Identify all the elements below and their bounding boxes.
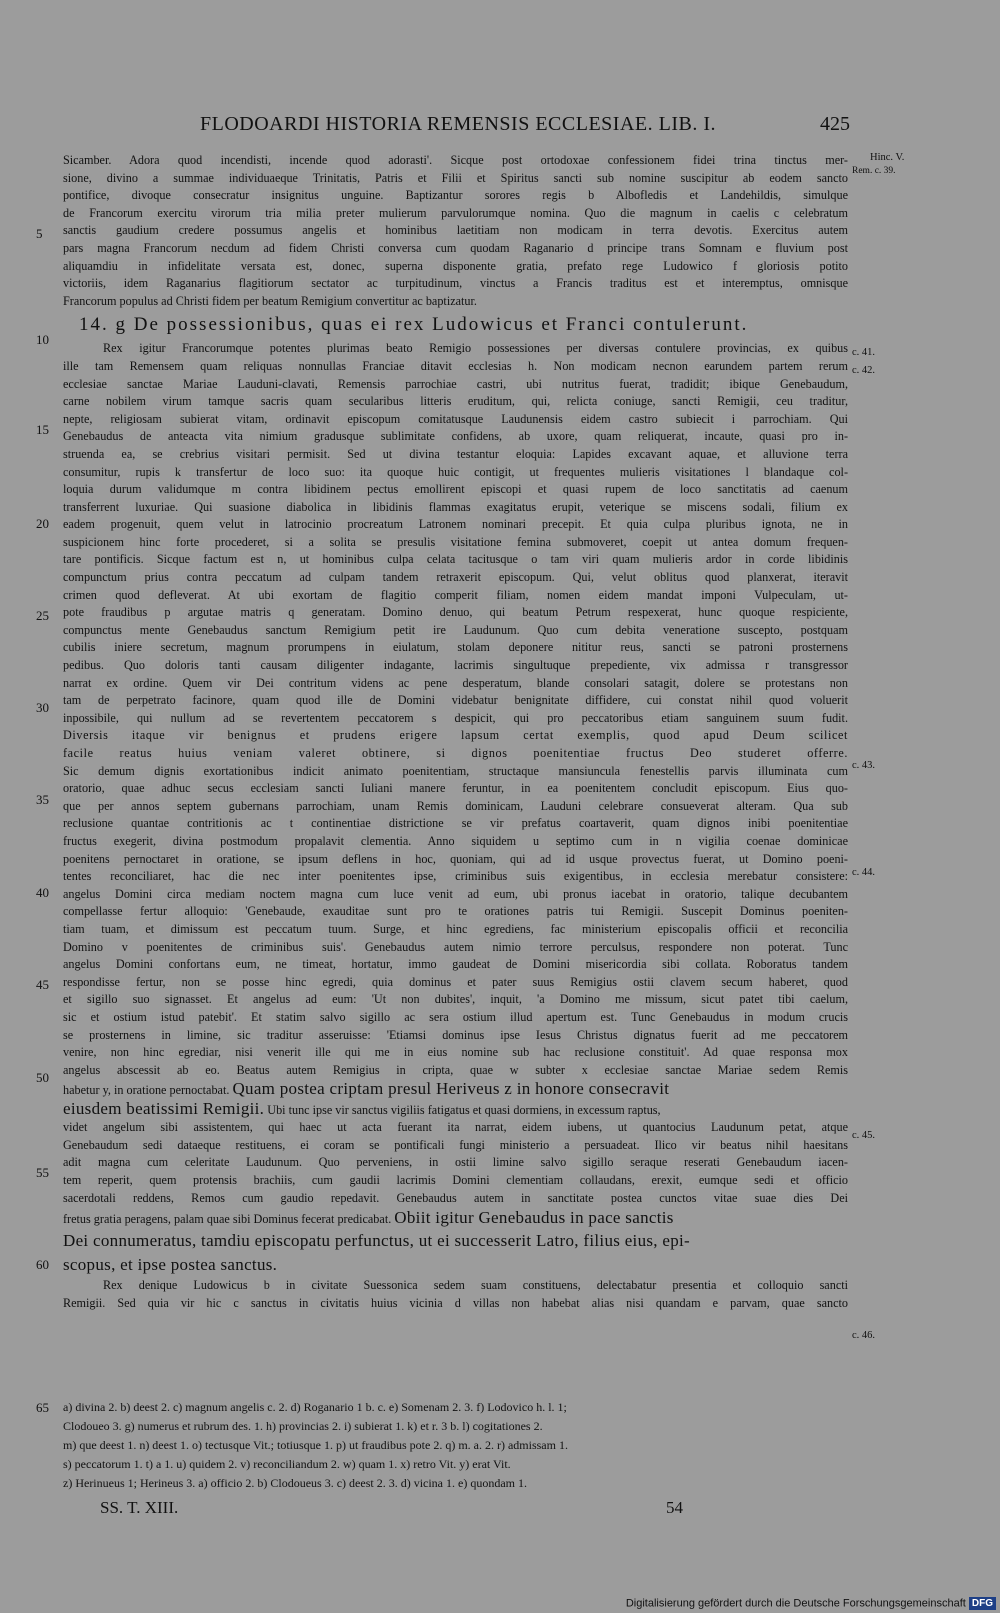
text-line: crimen quod defleverat. At ubi exortam de flagitio comperit filiam, nomen eidem mandat imponi Vulpeculam, ut- [63,587,848,602]
text-line: oratorio, quae adhuc secus ecclesiam sancti Iuliani manere feruntur, in ea poenitentem concludit episcopum. Eius quo- [63,781,848,796]
text-line: Genebaudus de anteacta vita nimium gradusque sublimitate confidens, ab uxore, quam reliquerat, incaute, quasi pro in- [63,429,848,444]
text-line: Genebaudum sedi dataeque restituens, ei coram se pontificali fungi ministerio a persuadeat. Ilico vir beatus nihil haesitans [63,1137,848,1152]
text-line-large: Dei connumeratus, tamdiu episcopatu perfunctus, ut ei successerit Latro, filius eius, epi- [63,1231,691,1251]
margin-note: c. 45. [852,1130,876,1141]
text-line: angelus Domini circa mediam noctem magna cum luce venit ad eum, ubi pronus iacebat in oratorio, talique decubantem [63,886,848,901]
line-number: 10 [36,332,49,347]
text-line: Sicamber. Adora quod incendisti, incende quod adorasti'. Sicque post ortodoxae confessionem fidei trina tinctus mer- [63,153,848,167]
text-line: videt angelum sibi assistentem, qui haec ut acta fuerant ita narrat, eidem iubens, ut quantocius Laudunum petat, atque [63,1120,848,1135]
text-line [63,1099,848,1119]
margin-note: c. 42. [852,365,876,376]
page-number: 425 [820,113,850,135]
footnote-line: Clodoueo 3. g) numerus et rubrum des. 1. h) provincias 2. i) subierat 1. k) et r. 3 b. l) cogitationes 2. [63,1419,543,1433]
text-line: facile reatus huius veniam valeret obtinere, si dignos poenitentiae fructus Deo studeret offerre. [63,746,848,760]
text-line: ecclesiae sanctae Mariae Lauduni-clavati, Remensis parrochiae castri, ubi nutritus fuerat, tradidit; ibique Genebaudum, [63,376,848,391]
critical-apparatus [63,1398,848,1493]
text-line: Remigii. Sed quia vir hic c sanctus in civitatis huius vicinia d villas non habebat alias nisi quandam e parvam, quae sancto [63,1295,848,1310]
text-line: que per annos septem gubernans parrochiam, unam Remis dominicam, Lauduni celebrare consueverat alteram. Qua sub [63,798,848,813]
text-line: tentes reconciliaret, hac die nec inter poenitentes ipse, criminibus suis exigentibus, in ecclesia merebatur consistere: [63,869,848,884]
line-number: 55 [36,1165,49,1180]
text-segment: Ubi tunc ipse vir sanctus vigiliis fatigatus et quasi dormiens, in excessum raptus, [267,1103,661,1118]
text-line: Diversis itaque vir benignus et prudens erigere lapsum certat exemplis, quod apud Deum scilicet [63,728,848,743]
text-segment-large: Quam postea criptam presul Heriveus z in honore consecravit [232,1079,670,1099]
text-line: pars magna Francorum necdum ad fidem Christi conversa cum quodam Raganario d principe trans Somnam e fluvium post [63,240,848,255]
footnote-line: a) divina 2. b) deest 2. c) magnum angelis c. 2. d) Roganario 1 b. c. e) Somenam 2. 3. f) Lodovico h. l. 1; [63,1400,567,1414]
margin-note: Rem. c. 39. [852,166,896,176]
text-line: de Francorum exercitu virorum tria milia preter mulierum parvulorumque nomina. Quo die magnum in caelis c celebratum [63,205,848,220]
text-segment-large: Obiit igitur Genebaudus in pace sanctis [394,1208,674,1228]
text-line: tiam tuam, et dimissum est peccatum tuum. Surge, et hinc egrediens, fac ministerium episcopalis officii et reconcilia [63,921,848,936]
line-number: 35 [36,792,49,807]
running-header [60,113,850,141]
text-line: transferrent luxuriae. Qui suasione diabolica in libidinis flammas exagitatus erupit, veterique se miscens sodali, filium ex [63,499,848,514]
text-line: tare pontificis. Sicque factum est n, ut hominibus culpa celata tacitusque o tam viri quam mulieris ardor in corde libidinis [63,552,848,567]
margin-note: c. 46. [852,1330,876,1341]
line-number: 45 [36,977,49,992]
text-line: Sic demum dignis exortationibus indicit animato poenitentiam, structaque mansiuncula fenestellis parvis illuminata cum [63,763,848,778]
text-line: tem reperit, quem protensis brachiis, cum gaudii lacrimis Domini clementiam collaudans, erexit, eumque sedi et officio [63,1173,848,1188]
line-number: 20 [36,516,49,531]
line-number: 5 [36,226,43,241]
running-title: FLODOARDI HISTORIA REMENSIS ECCLESIAE. LIB. I. [200,113,716,135]
funding-credit [626,1597,996,1611]
text-line: angelus abscessit ab eo. Beatus autem Remigius in cripta, quae w subter x ecclesiae sanctae Mariae sedem Remis [63,1062,848,1077]
text-line: carne nobilem virum tamque sacris quam secularibus litteris eruditum, qui, relicta coniuge, sancti Remigii, ceu traditur, [63,394,848,409]
text-line: narrat ex ordine. Quem vir Dei contritum videns ac pene desperatum, blande consolari satagit, dolere se protestans non [63,675,848,690]
main-text [63,152,848,1312]
text-line [63,1207,848,1229]
text-line: reclusione quantae contritionis ac t continentiae districtione se vir prefatus coartaverit, quam dignos inibi poenitentiae [63,816,848,831]
line-number: 65 [36,1400,49,1415]
line-number: 25 [36,608,49,623]
text-line: fructus exegerit, divina postmodum propalavit clementia. Anno siquidem u septimo cum in n vigilia coenae dominicae [63,833,848,848]
line-number: 40 [36,885,49,900]
text-line: cubilis iniere secretum, magnum prorumpens in eiulatum, stolam deponere nititur reus, sancti se patroni prosternens [63,640,848,655]
footnote-line: m) que deest 1. n) deest 1. o) tectusque Vit.; totiusque 1. p) ut fraudibus pote 2. q) m. a. 2. r) admissam 1. [63,1438,568,1452]
text-line: venire, non hinc egrediar, nisi venerit ille qui me in eius nomine sub hac reclusione constituit'. Ad quae responsa mox [63,1045,848,1060]
chapter-heading: 14. g De possessionibus, quas ei rex Ludowicus et Franci contulerunt. [79,314,749,336]
text-line: tam de perpetrato facinore, quam quod ille de Domini videbatur benignitate diffidere, cui constat nihil quod voluerit [63,693,848,708]
margin-note: c. 41. [852,347,876,358]
text-line: se prosternens in limine, sic traditur asseruisse: 'Etiamsi dominus ipse Iesus Christus dignatus fuerit ad me peccatorem [63,1027,848,1042]
text-line: pedibus. Quo doloris tanti causam diligenter indagante, lacrimis singultuque prepediente, vix admissa r transgressor [63,658,848,673]
text-line: Rex igitur Francorumque potentes plurimas beato Remigio possessiones per diversas contulere provincias, ex quibus [103,341,848,356]
text-line: compellasse fertur alloquio: 'Genebaude, exauditae sunt pro te orationes patris tui Remigii. Suscepit Dominus poeniten- [63,904,848,919]
text-line: compunctum prius contra peccatum ad culpam tandem retraxerit episcopum. Qui, velut oblitus quod planxerat, iteravit [63,570,848,585]
text-line: inpossibile, qui nullum ad se revertentem peccatorem s despicit, qui pro peccatoribus etiam sanguinem suum fudit. [63,710,848,725]
signature-mark: SS. T. XIII. [100,1498,179,1517]
text-segment: habetur y, in oratione pernoctabat. [63,1083,230,1098]
margin-note: Hinc. V. [870,152,905,163]
text-line: suspicionem hinc forte procederet, si a solita se presulis visitatione femina submoveret, coepit ut antea domum frequen- [63,534,848,549]
text-line: adit magna cum celeritate Laudunum. Quo perveniens, in ostii limine salvo sigillo seraque reserati Genebaudum iacen- [63,1155,848,1170]
text-line: struenda ea, se crebrius visitari permisit. Sed ut divina testantur eloquia: Lapides excavant aquae, et alluvione terra [63,446,848,461]
text-segment: fretus gratia peragens, palam quae sibi Dominus fecerat predicabat. [63,1212,392,1227]
text-line: Domino v poenitentes de criminibus suis'. Genebaudus autem nimio terrore perculsus, respondere non poterat. Tunc [63,939,848,954]
text-line: respondisse fertur, non se posse hinc egredi, quia dominus et pater suus Remigius ostii clavem secum haberet, quod [63,974,848,989]
dfg-logo: DFG [969,1597,996,1610]
margin-note: c. 44. [852,867,876,878]
text-line: nepte, religiosam subierat vitam, ordinavit episcopum comitatusque Laudunensis eidem castro subiecit i parrochiam. Qui [63,411,848,426]
text-line: eadem progenuit, quem velut in latrocinio procreatum Latronem nominari precepit. Et quia culpa pluribus ignota, ne in [63,517,848,532]
text-line: sacerdotali reddens, Remos cum gaudio repedavit. Genebaudus autem in sanctitate postea cunctos vitae suae dies Dei [63,1190,848,1205]
text-line: pontifice, divoque consecratur insignitus unguine. Baptizantur sorores regis b Albofledis et Landehildis, simulque [63,188,848,203]
line-number: 15 [36,422,49,437]
text-line: sione, divino a summae individuaeque Trinitatis, Patris et Filii et Spiritus sancti sub nomine suscipitur ab eodem sancto [63,170,848,185]
text-line: aliquamdiu in infidelitate versata est, donec, superna disponente gratia, prefato rege Ludowico f gloriosis potito [63,258,848,273]
footnote-line: s) peccatorum 1. t) a 1. u) quidem 2. v) reconciliandum 2. w) quam 1. x) retro Vit. y) erat Vit. [63,1457,511,1471]
text-line: sic et ostium istud patebit'. Et statim salvo sigillo ac sera ostium illud apertum est. Tunc Genebaudus in modum crucis [63,1009,848,1024]
text-line [63,1079,848,1099]
text-line: Francorum populus ad Christi fidem per beatum Remigium convertitur ac baptizatur. [63,293,477,308]
credit-text: Digitalisierung gefördert durch die Deutsche Forschungsgemeinschaft [625,1597,966,1610]
text-line: loquia durum validumque m contra libidinem pectus emollirent episcopi et quasi rupem de loco sanctitatis ad caenum [63,482,848,497]
line-number: 60 [36,1257,49,1272]
footnote-line: z) Herinueus 1; Herineus 3. a) officio 2. b) Clodoueus 3. c) deest 2. 3. d) vicina 1. e) quondam 1. [63,1476,527,1490]
text-line: consumitur, rupis k transfertur de loco suo: ita quoque huic contigit, ut frequentes mulieris visitationes l blandaque col- [63,464,848,479]
sheet-number: 54 [666,1498,683,1517]
text-segment-large: eiusdem beatissimi Remigii. [63,1099,265,1119]
line-number: 30 [36,700,49,715]
text-line: sanctis gaudium credere possumus angelis et hominibus laetitiam non modicam in terra devotis. Exercitus autem [63,223,848,238]
margin-note: c. 43. [852,760,876,771]
line-number: 50 [36,1070,49,1085]
text-line: pote fraudibus p argutae matris q generatam. Domino denuo, qui beatum Petrum respexerat, hunc quoque respiciente, [63,605,848,620]
text-line: et sigillo suo signasset. Et angelus ad eum: 'Ut non dubites', inquit, 'a Domino me missum, sicut patet tibi caelum, [63,992,848,1007]
text-line: Rex denique Ludowicus b in civitate Suessonica sedem suam constituens, delectabatur presentia et colloquio sancti [103,1278,848,1293]
text-line: poenitens pernoctaret in oratione, se ipsum deflens in hoc, quoniam, qui ad id usque provectus fuerat, ut Domino poeni- [63,851,848,866]
text-line-large: scopus, et ipse postea sanctus. [63,1255,278,1275]
text-line: victoriis, idem Raganarius flagitiorum sectator ac turpitudinum, vinctus a Francis traditus est et interemptus, omnisque [63,276,848,291]
page-footer [100,1498,800,1522]
text-line: angelus Domini confortans eum, ne timeat, hortatur, immo gaudeat de Domini misericordia sibi collata. Roboratus tandem [63,957,848,972]
text-line: ille tam Remensem quam reliquas nonnullas Franciae ditavit ecclesias h. Non modicam necnon earundem partem rerum [63,358,848,373]
text-line: compunctus mente Genebaudus sanctum Remigium petit ire Laudunum. Quo cum debita veneratione suscepto, postquam [63,622,848,637]
